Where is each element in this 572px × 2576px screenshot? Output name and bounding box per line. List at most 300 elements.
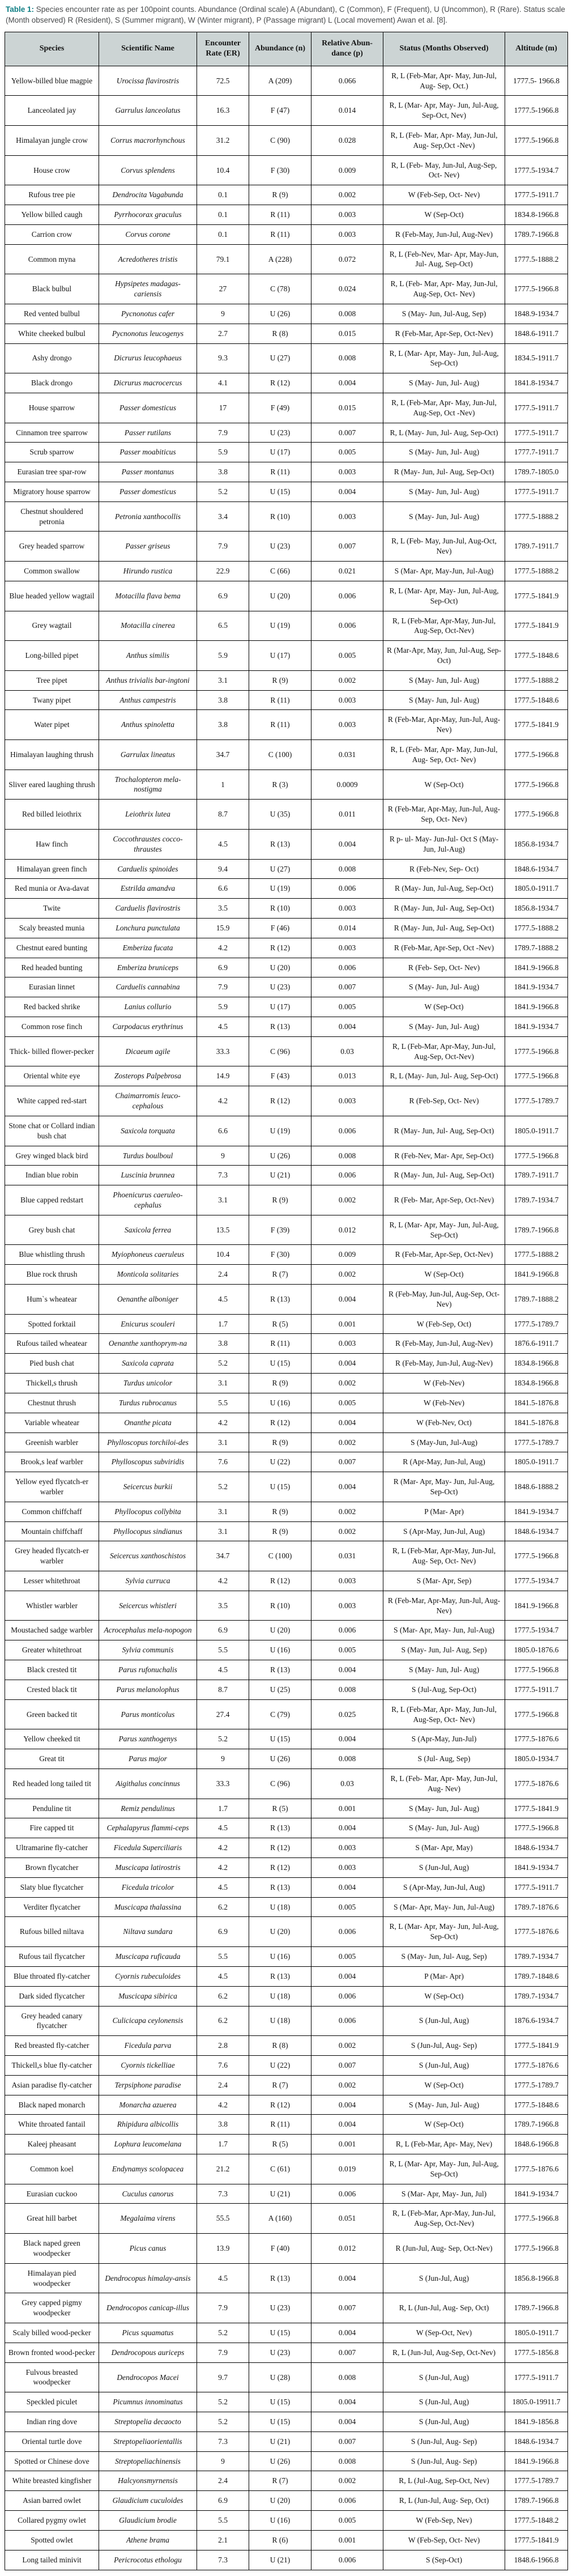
species-cell: Brown fronted wood-pecker [5, 2343, 99, 2362]
encounter-rate-cell: 6.6 [197, 879, 249, 899]
table-row [5, 2412, 568, 2432]
species-cell: Long tailed minivit [5, 2550, 99, 2570]
table-row [5, 1166, 568, 1185]
abundance-cell: R (8) [249, 2036, 311, 2056]
species-cell: Spotted or Chinese dove [5, 2451, 99, 2471]
species-cell: Great hill barbet [5, 2204, 99, 2234]
relative-abundance-cell: 0.006 [311, 1166, 383, 1185]
header-status: Status (Months Observed) [383, 32, 505, 66]
abundance-cell: U (23) [249, 2343, 311, 2362]
encounter-rate-cell: 72.5 [197, 66, 249, 96]
scientific-name-cell: Muscicapa thalassina [99, 1897, 197, 1917]
status-cell: W (Feb-Sep, Nev) [383, 2511, 505, 2531]
abundance-cell: R (8) [249, 324, 311, 343]
abundance-cell: U (15) [249, 1472, 311, 1502]
encounter-rate-cell: 1.7 [197, 1314, 249, 1334]
status-cell: R (Feb-Mar, Apr-Sep, Oct -Nev) [383, 938, 505, 958]
species-cell: Lanceolated jay [5, 96, 99, 126]
abundance-cell: U (20) [249, 2491, 311, 2511]
altitude-cell: 1777.5-1966.8 [505, 96, 568, 126]
relative-abundance-cell: 0.004 [311, 1966, 383, 1986]
status-cell: W (Sep-Oct) [383, 1265, 505, 1285]
species-cell: Common chiffchaff [5, 1502, 99, 1521]
table-row [5, 2550, 568, 2570]
altitude-cell: 1777.5-1934.7 [505, 155, 568, 185]
species-cell: Tree pipet [5, 670, 99, 690]
species-cell: Brown flycatcher [5, 1858, 99, 1878]
relative-abundance-cell: 0.007 [311, 532, 383, 562]
species-cell: Chestnut eared bunting [5, 938, 99, 958]
altitude-cell: 1777.5-1966.8 [505, 2204, 568, 2234]
scientific-name-cell: Cephalapyrus flammi-ceps [99, 1818, 197, 1838]
relative-abundance-cell: 0.004 [311, 1354, 383, 1374]
table-row [5, 125, 568, 155]
species-cell: Black crested tit [5, 1660, 99, 1680]
relative-abundance-cell: 0.001 [311, 1314, 383, 1334]
scientific-name-cell: Chaimarromis leuco-cephalous [99, 1086, 197, 1116]
scientific-name-cell: Passer rutilans [99, 423, 197, 443]
species-cell: Red munia or Ava-davat [5, 879, 99, 899]
species-cell: Rufous tree pie [5, 185, 99, 205]
status-cell: W (Feb-Nev) [383, 1393, 505, 1413]
status-cell: S (Apr-May, Jun-Jul, Aug) [383, 1877, 505, 1897]
species-cell: Blue throated fly-catcher [5, 1966, 99, 1986]
encounter-rate-cell: 2.7 [197, 324, 249, 343]
scientific-name-cell: Muscicapa ruficauda [99, 1947, 197, 1967]
altitude-cell: 1789.7-1966.8 [505, 2491, 568, 2511]
encounter-rate-cell: 3.5 [197, 1591, 249, 1621]
relative-abundance-cell: 0.006 [311, 581, 383, 611]
abundance-cell: R (12) [249, 2095, 311, 2115]
scientific-name-cell: Halcyonsmyrnensis [99, 2471, 197, 2491]
abundance-cell: R (13) [249, 1660, 311, 1680]
scientific-name-cell: Motacilla flava bema [99, 581, 197, 611]
table-row [5, 304, 568, 324]
encounter-rate-cell: 7.3 [197, 2184, 249, 2204]
status-cell: S (May- Jun, Jul- Aug, Sep) [383, 1640, 505, 1660]
species-cell: Black naped green woodpecker [5, 2234, 99, 2264]
relative-abundance-cell: 0.006 [311, 2491, 383, 2511]
encounter-rate-cell: 2.4 [197, 2075, 249, 2095]
scientific-name-cell: Saxicola torquata [99, 1116, 197, 1146]
scientific-name-cell: Enicurus scouleri [99, 1314, 197, 1334]
relative-abundance-cell: 0.003 [311, 1838, 383, 1858]
species-cell: Great tit [5, 1749, 99, 1769]
status-cell: W (Sep-Oct, Nev) [383, 2323, 505, 2343]
altitude-cell: 1841.9-1934.7 [505, 977, 568, 997]
table-row [5, 2204, 568, 2234]
scientific-name-cell: Passer domesticus [99, 482, 197, 502]
encounter-rate-cell: 4.5 [197, 1966, 249, 1986]
scientific-name-cell: Ficedula Superciliaris [99, 1838, 197, 1858]
altitude-cell: 1777.5-1966.8 [505, 1036, 568, 1066]
relative-abundance-cell: 0.007 [311, 2293, 383, 2323]
encounter-rate-cell: 6.9 [197, 1917, 249, 1947]
table-row [5, 2451, 568, 2471]
relative-abundance-cell: 0.003 [311, 690, 383, 710]
encounter-rate-cell: 1.7 [197, 2135, 249, 2154]
scientific-name-cell: Pyrrhocorax graculus [99, 205, 197, 225]
species-cell: Grey wagtail [5, 611, 99, 641]
scientific-name-cell: Turdus rubrocanus [99, 1393, 197, 1413]
encounter-rate-cell: 3.4 [197, 501, 249, 532]
abundance-cell: F (47) [249, 96, 311, 126]
scientific-name-cell: Remiz pendulinus [99, 1799, 197, 1818]
header-altitude: Altitude (m) [505, 32, 568, 66]
scientific-name-cell: Carpodacus erythrinus [99, 1017, 197, 1037]
abundance-cell: R (6) [249, 2530, 311, 2550]
table-row [5, 670, 568, 690]
table-caption-text: Species encounter rate as per 100point counts. Abundance (Ordinal scale) A (Abundant), C (Common), F (Frequent), U (Uncommon), R (Rare). Status scale (Month observed) R (Resident), S (Summer migrant), W (Winter migrant), P (Passage migrant) L (Local movement) Awan et al. [8]. [6, 5, 565, 24]
status-cell: R (Feb-Mar, Apr-Sep, Oct-Nev) [383, 324, 505, 343]
encounter-rate-cell: 5.2 [197, 1354, 249, 1374]
encounter-rate-cell: 9 [197, 2451, 249, 2471]
altitude-cell: 1777.5-1841.9 [505, 611, 568, 641]
table-row [5, 997, 568, 1017]
species-cell: Grey headed canary flycatcher [5, 2006, 99, 2036]
scientific-name-cell: Leiothrix lutea [99, 800, 197, 830]
species-cell: Grey capped pigmy woodpecker [5, 2293, 99, 2323]
scientific-name-cell: Picus canus [99, 2234, 197, 2264]
scientific-name-cell: Dicrurus leucophaeus [99, 343, 197, 373]
table-row [5, 66, 568, 96]
status-cell: S (May- Jun, Jul- Aug, Sep) [383, 1947, 505, 1967]
altitude-cell: 1777.5-1966.8 [505, 1699, 568, 1729]
species-cell: Asian barred owlet [5, 2491, 99, 2511]
status-cell: R, L (Mar- Apr, May- Jun, Jul-Aug, Sep-Oct, Nev) [383, 96, 505, 126]
species-cell: Eurasian tree spar-row [5, 462, 99, 482]
species-cell: Verditer flycatcher [5, 1897, 99, 1917]
species-cell: Chestnut shouldered petronia [5, 501, 99, 532]
abundance-cell: U (20) [249, 1917, 311, 1947]
table-row [5, 2432, 568, 2451]
status-cell: S (May- Jun, Jul- Aug) [383, 1799, 505, 1818]
status-cell: W (Feb-Sep, Oct) [383, 1314, 505, 1334]
scientific-name-cell: Luscinia brunnea [99, 1166, 197, 1185]
species-cell: Himalayan jungle crow [5, 125, 99, 155]
encounter-rate-cell: 6.9 [197, 2491, 249, 2511]
scientific-name-cell: Lophura leucomelana [99, 2135, 197, 2154]
encounter-rate-cell: 4.5 [197, 1285, 249, 1315]
abundance-cell: R (13) [249, 1966, 311, 1986]
encounter-rate-cell: 27.4 [197, 1699, 249, 1729]
relative-abundance-cell: 0.003 [311, 1571, 383, 1591]
table-row [5, 710, 568, 740]
species-cell: Kaleej pheasant [5, 2135, 99, 2154]
relative-abundance-cell: 0.006 [311, 958, 383, 977]
relative-abundance-cell: 0.006 [311, 879, 383, 899]
abundance-cell: R (9) [249, 1374, 311, 1393]
scientific-name-cell: Garrulus lanceolatus [99, 96, 197, 126]
encounter-rate-cell: 5.2 [197, 482, 249, 502]
encounter-rate-cell: 15.9 [197, 918, 249, 938]
status-cell: R (Feb-Mar, Apr-May, Jun-Jul, Aug- Nev) [383, 710, 505, 740]
altitude-cell: 1777.5-1888.2 [505, 670, 568, 690]
encounter-rate-cell: 5.5 [197, 2511, 249, 2531]
encounter-rate-cell: 3.1 [197, 1502, 249, 1521]
relative-abundance-cell: 0.003 [311, 205, 383, 225]
altitude-cell: 1805.0-1911.7 [505, 1116, 568, 1146]
status-cell: S (Jun-Jul, Aug) [383, 2362, 505, 2392]
scientific-name-cell: Seicercus burkii [99, 1472, 197, 1502]
species-cell: Rufous billed niltava [5, 1917, 99, 1947]
altitude-cell: 1876.6-1934.7 [505, 2006, 568, 2036]
scientific-name-cell: Hypsipetes madagas-cariensis [99, 274, 197, 304]
relative-abundance-cell: 0.021 [311, 562, 383, 581]
abundance-cell: U (26) [249, 1146, 311, 1166]
altitude-cell: 1848.6-1888.2 [505, 1472, 568, 1502]
altitude-cell: 1777.5-1966.8 [505, 125, 568, 155]
status-cell: S (Apr-May, Jun-Jul) [383, 1729, 505, 1749]
scientific-name-cell: Emberiza bruniceps [99, 958, 197, 977]
encounter-rate-cell: 5.2 [197, 1729, 249, 1749]
encounter-rate-cell: 27 [197, 274, 249, 304]
relative-abundance-cell: 0.004 [311, 1017, 383, 1037]
relative-abundance-cell: 0.001 [311, 2135, 383, 2154]
relative-abundance-cell: 0.008 [311, 859, 383, 879]
status-cell: R, L (Mar- Apr, May- Jun, Jul-Aug, Sep-Oct) [383, 1215, 505, 1245]
table-row [5, 1897, 568, 1917]
abundance-cell: R (13) [249, 1877, 311, 1897]
relative-abundance-cell: 0.005 [311, 641, 383, 671]
encounter-rate-cell: 2.1 [197, 2530, 249, 2550]
relative-abundance-cell: 0.002 [311, 1374, 383, 1393]
header-relative-abundance: Relative Abun-dance (p) [311, 32, 383, 66]
table-row [5, 1066, 568, 1086]
altitude-cell: 1841.5-1876.8 [505, 1413, 568, 1432]
altitude-cell: 1777.5-1888.2 [505, 501, 568, 532]
species-cell: Red headed bunting [5, 958, 99, 977]
table-row [5, 1354, 568, 1374]
relative-abundance-cell: 0.006 [311, 611, 383, 641]
abundance-cell: A (160) [249, 2204, 311, 2234]
altitude-cell: 1841.9-1966.8 [505, 997, 568, 1017]
relative-abundance-cell: 0.031 [311, 1541, 383, 1571]
encounter-rate-cell: 6.5 [197, 611, 249, 641]
altitude-cell: 1777.5-1876.6 [505, 1769, 568, 1799]
abundance-cell: U (18) [249, 1897, 311, 1917]
relative-abundance-cell: 0.004 [311, 482, 383, 502]
status-cell: S (Jul-Aug, Sep-Oct) [383, 1680, 505, 1699]
species-cell: Thickell,s thrush [5, 1374, 99, 1393]
status-cell: R, L (Jun-Jul, Aug- Sep, Oct) [383, 2491, 505, 2511]
species-cell: Grey bush chat [5, 1215, 99, 1245]
table-row [5, 224, 568, 244]
status-cell: R, L (Jul-Aug, Sep-Oct, Nev) [383, 2471, 505, 2491]
status-cell: S (Jun-Jul, Aug) [383, 2055, 505, 2075]
species-cell: Sliver eared laughing thrush [5, 770, 99, 800]
status-cell: R, L (Feb-Mar, Apr- May, Jun-Jul, Aug-Sep, Oct -Nev) [383, 393, 505, 423]
abundance-cell: C (96) [249, 1769, 311, 1799]
encounter-rate-cell: 10.4 [197, 1245, 249, 1265]
status-cell: S (Jun-Jul, Aug) [383, 2006, 505, 2036]
table-row [5, 2115, 568, 2135]
species-cell: Oriental turtle dove [5, 2432, 99, 2451]
altitude-cell: 1777.5-1848.6 [505, 641, 568, 671]
table-row [5, 1591, 568, 1621]
encounter-rate-cell: 5.2 [197, 2323, 249, 2343]
encounter-rate-cell: 3.1 [197, 1374, 249, 1393]
abundance-cell: R (12) [249, 1858, 311, 1878]
scientific-name-cell: Anthus trivialis bar-ingtoni [99, 670, 197, 690]
scientific-name-cell: Culicicapa ceylonensis [99, 2006, 197, 2036]
scientific-name-cell: Picus squamatus [99, 2323, 197, 2343]
species-cell: Pied bush chat [5, 1354, 99, 1374]
encounter-rate-cell: 4.2 [197, 2095, 249, 2115]
abundance-cell: R (5) [249, 1799, 311, 1818]
encounter-rate-cell: 5.5 [197, 1640, 249, 1660]
status-cell: R (Feb-May, Jun-Jul, Aug-Nev) [383, 1354, 505, 1374]
status-cell: R, L (Feb- Mar, Apr- May, Jun-Jul, Aug- Sep,Oct -Nev) [383, 125, 505, 155]
species-cell: Stone chat or Collard indian bush chat [5, 1116, 99, 1146]
table-caption [6, 5, 566, 26]
altitude-cell: 1777.5-1966.8 [505, 770, 568, 800]
scientific-name-cell: Ficedula parva [99, 2036, 197, 2056]
relative-abundance-cell: 0.007 [311, 2432, 383, 2451]
abundance-cell: C (90) [249, 125, 311, 155]
table-row [5, 859, 568, 879]
table-row [5, 918, 568, 938]
encounter-rate-cell: 9 [197, 304, 249, 324]
species-cell: Common myna [5, 244, 99, 274]
encounter-rate-cell: 7.9 [197, 2343, 249, 2362]
relative-abundance-cell: 0.011 [311, 800, 383, 830]
table-row [5, 1215, 568, 1245]
status-cell: W (Sep-Oct) [383, 2075, 505, 2095]
scientific-name-cell: Dendrocita Vagabunda [99, 185, 197, 205]
scientific-name-cell: Streptopeliaorientallis [99, 2432, 197, 2451]
altitude-cell: 1777.5-1966.8 [505, 1146, 568, 1166]
species-cell: Oriental white eye [5, 1066, 99, 1086]
relative-abundance-cell: 0.003 [311, 1858, 383, 1878]
relative-abundance-cell: 0.005 [311, 997, 383, 1017]
encounter-rate-cell: 3.8 [197, 710, 249, 740]
relative-abundance-cell: 0.015 [311, 393, 383, 423]
status-cell: S (May- Jun, Jul- Aug) [383, 1660, 505, 1680]
table-row [5, 1116, 568, 1146]
scientific-name-cell: Passer domesticus [99, 393, 197, 423]
species-cell: Eurasian linnet [5, 977, 99, 997]
abundance-cell: R (7) [249, 1265, 311, 1285]
scientific-name-cell: Oenanthe alboniger [99, 1285, 197, 1315]
table-row [5, 958, 568, 977]
encounter-rate-cell: 4.5 [197, 1818, 249, 1838]
table-row [5, 1769, 568, 1799]
abundance-cell: F (43) [249, 1066, 311, 1086]
species-cell: White cheeked bulbul [5, 324, 99, 343]
abundance-cell: R (12) [249, 373, 311, 393]
status-cell: S (May- Jun, Jul- Aug) [383, 1818, 505, 1838]
status-cell: P (Mar- Apr) [383, 1966, 505, 1986]
encounter-rate-cell: 79.1 [197, 244, 249, 274]
altitude-cell: 1777.5-1789.7 [505, 2471, 568, 2491]
scientific-name-cell: Cuculus canorus [99, 2184, 197, 2204]
table-row [5, 2154, 568, 2184]
species-cell: Variable wheatear [5, 1413, 99, 1432]
species-cell: Crested black tit [5, 1680, 99, 1699]
abundance-cell: R (13) [249, 2263, 311, 2293]
abundance-cell: R (9) [249, 1521, 311, 1541]
table-row [5, 1036, 568, 1066]
altitude-cell: 1777.5-1966.8 [505, 1541, 568, 1571]
species-cell: Slaty blue flycatcher [5, 1877, 99, 1897]
altitude-cell: 1805.0-1911.7 [505, 1452, 568, 1472]
species-cell: Chestnut thrush [5, 1393, 99, 1413]
encounter-rate-cell: 7.9 [197, 532, 249, 562]
table-row [5, 2392, 568, 2412]
abundance-cell: C (96) [249, 1036, 311, 1066]
species-cell: Scaly billed wood-pecker [5, 2323, 99, 2343]
table-row [5, 1986, 568, 2006]
altitude-cell: 1841.9-1856.8 [505, 2412, 568, 2432]
relative-abundance-cell: 0.007 [311, 977, 383, 997]
encounter-rate-cell: 13.9 [197, 2234, 249, 2264]
species-cell: Migratory house sparrow [5, 482, 99, 502]
altitude-cell: 1805.0-1876.6 [505, 1640, 568, 1660]
table-row [5, 1699, 568, 1729]
table-row [5, 1314, 568, 1334]
species-cell: Indian ring dove [5, 2412, 99, 2432]
abundance-cell: U (23) [249, 977, 311, 997]
abundance-cell: U (17) [249, 641, 311, 671]
status-cell: R, L (Mar- Apr, May- Jun, Jul-Aug, Sep-Oct) [383, 581, 505, 611]
table-row [5, 274, 568, 304]
scientific-name-cell: Muscicapa latirostris [99, 1858, 197, 1878]
status-cell: R, L (Feb- May, Jun-Jul, Aug-Sep, Oct- Nev) [383, 155, 505, 185]
abundance-cell: U (15) [249, 482, 311, 502]
table-row [5, 1917, 568, 1947]
status-cell: R (Feb-Mar, Apr-May, Jun-Jul, Aug- Nev) [383, 1591, 505, 1621]
scientific-name-cell: Phyllocopus collybita [99, 1502, 197, 1521]
abundance-cell: U (17) [249, 997, 311, 1017]
scientific-name-cell: Coccothraustes cocco-thraustes [99, 829, 197, 859]
status-cell: R, L (Feb-Nev, Mar- Apr, May-Jun, Jul- Aug, Sep-Oct) [383, 244, 505, 274]
table-row [5, 2362, 568, 2392]
table-body [5, 66, 568, 2570]
relative-abundance-cell: 0.012 [311, 2234, 383, 2264]
species-cell: Yellow cheeked tit [5, 1729, 99, 1749]
relative-abundance-cell: 0.004 [311, 373, 383, 393]
encounter-rate-cell: 31.2 [197, 125, 249, 155]
altitude-cell: 1789.7-1888.2 [505, 938, 568, 958]
altitude-cell: 1789.7-1934.7 [505, 1947, 568, 1967]
table-row [5, 2263, 568, 2293]
species-cell: Common rose finch [5, 1017, 99, 1037]
relative-abundance-cell: 0.003 [311, 1591, 383, 1621]
abundance-cell: R (11) [249, 462, 311, 482]
species-cell: Black bulbul [5, 274, 99, 304]
relative-abundance-cell: 0.006 [311, 1986, 383, 2006]
species-table [5, 32, 568, 2570]
relative-abundance-cell: 0.004 [311, 1660, 383, 1680]
scientific-name-cell: Sylvia communis [99, 1640, 197, 1660]
status-cell: R, L (Feb- Mar, Apr- May, Jun-Jul, Aug- Nev) [383, 1769, 505, 1799]
encounter-rate-cell: 13.5 [197, 1215, 249, 1245]
scientific-name-cell: Phoenicurus caeruleo-cephalus [99, 1185, 197, 1215]
abundance-cell: R (10) [249, 501, 311, 532]
status-cell: W (Feb-Sep, Oct- Nev) [383, 185, 505, 205]
relative-abundance-cell: 0.005 [311, 1640, 383, 1660]
altitude-cell: 1777.5-1789.7 [505, 1086, 568, 1116]
encounter-rate-cell: 0.1 [197, 224, 249, 244]
encounter-rate-cell: 55.5 [197, 2204, 249, 2234]
abundance-cell: R (11) [249, 1334, 311, 1354]
abundance-cell: U (35) [249, 800, 311, 830]
encounter-rate-cell: 9.4 [197, 859, 249, 879]
altitude-cell: 1856.8-1934.7 [505, 829, 568, 859]
altitude-cell: 1789.7-1934.7 [505, 1185, 568, 1215]
status-cell: R, L (Feb- Mar, Apr- May, Jun-Jul, Aug- Sep, Oct- Nev) [383, 740, 505, 770]
